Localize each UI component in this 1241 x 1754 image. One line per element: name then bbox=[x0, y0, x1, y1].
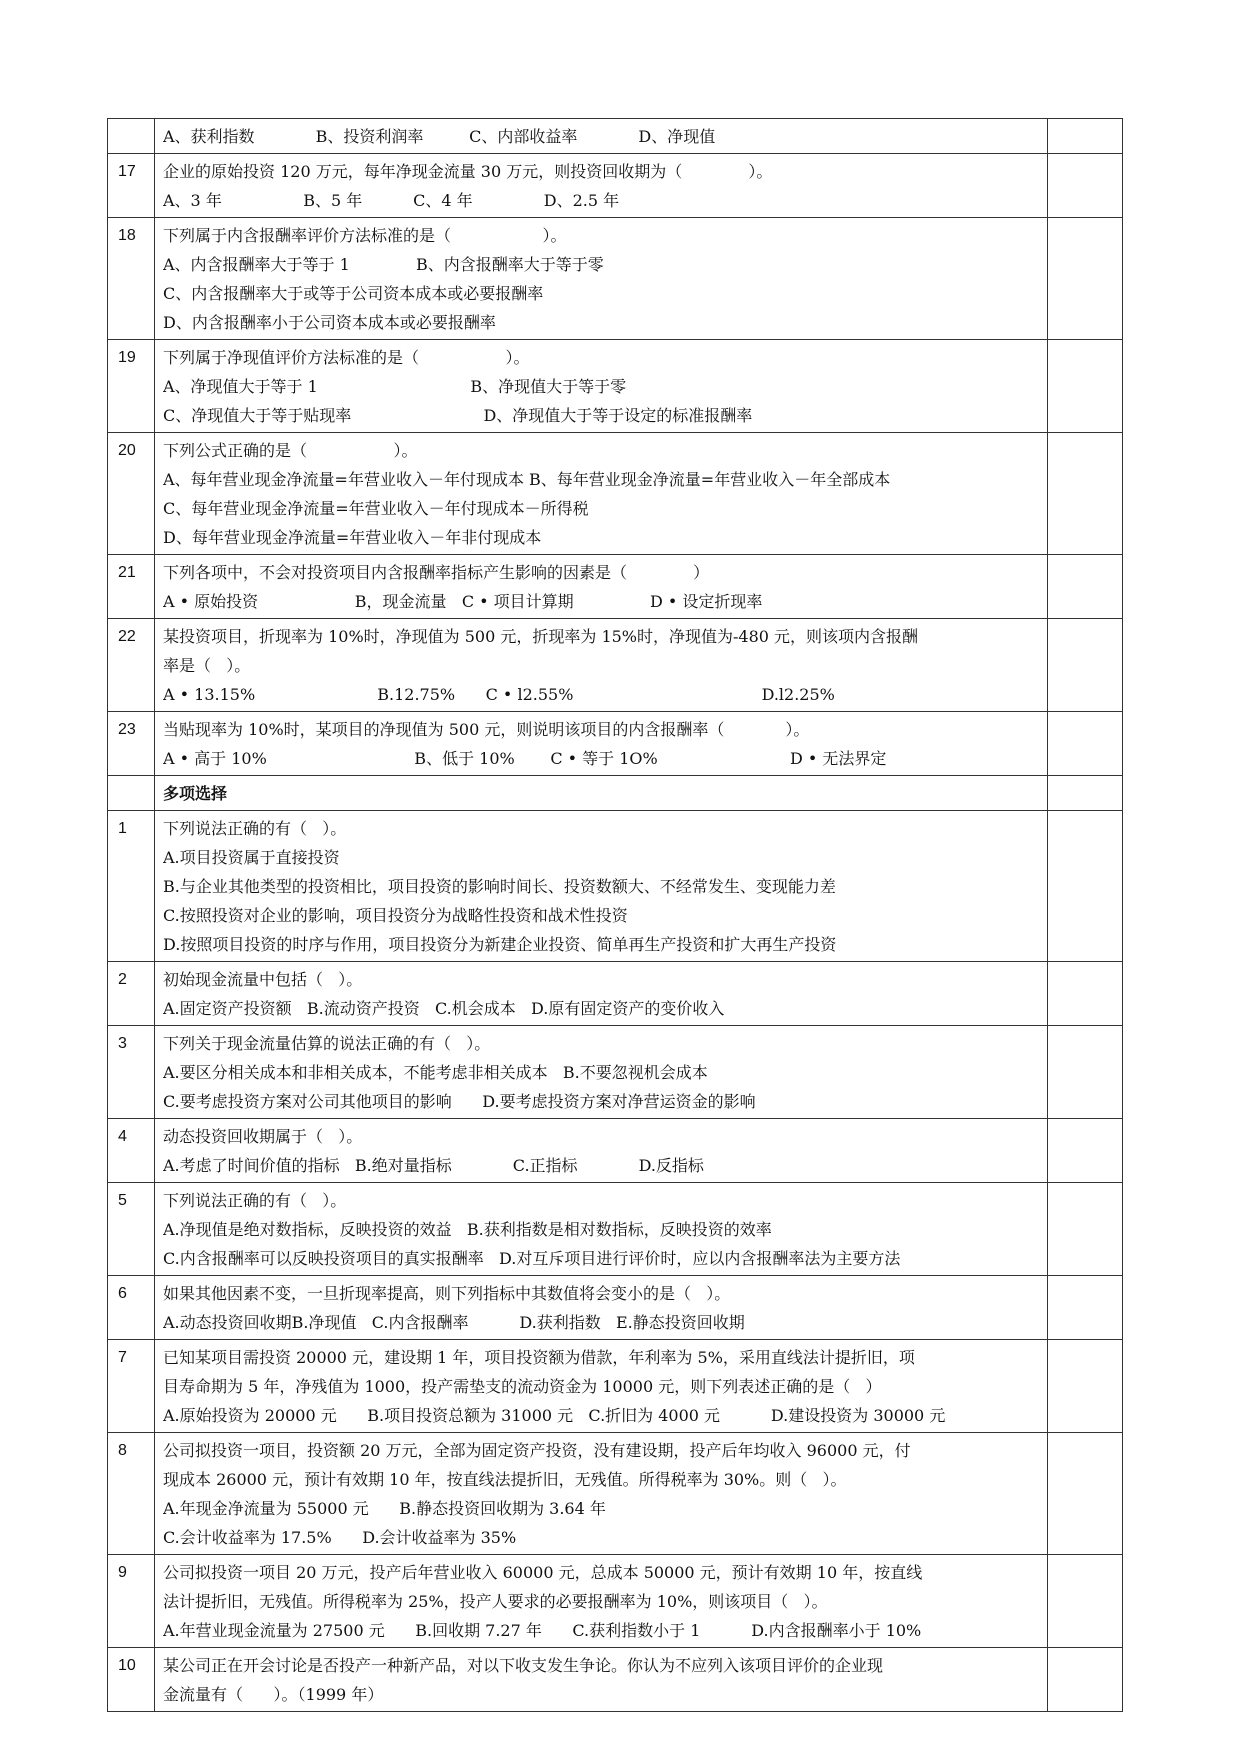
question-content bbox=[155, 119, 1048, 154]
question-line: 下列说法正确的有（ ）。 bbox=[163, 819, 347, 838]
question-line: A、获利指数 B、投资利润率 C、内部收益率 D、净现值 bbox=[163, 127, 716, 146]
question-content bbox=[155, 218, 1048, 340]
question-line: C.内含报酬率可以反映投资项目的真实报酬率 D.对互斥项目进行评价时，应以内含报酬率法为主要方法 bbox=[163, 1249, 901, 1268]
question-row bbox=[108, 1026, 1123, 1119]
question-line: A、3 年 B、5 年 C、4 年 D、2.5 年 bbox=[163, 191, 620, 210]
question-line: D.按照项目投资的时序与作用，项目投资分为新建企业投资、简单再生产投资和扩大再生产投资 bbox=[163, 935, 837, 954]
question-content bbox=[155, 1119, 1048, 1183]
question-line: C.要考虑投资方案对公司其他项目的影响 D.要考虑投资方案对净营运资金的影响 bbox=[163, 1092, 756, 1111]
question-line: 下列说法正确的有（ ）。 bbox=[163, 1191, 347, 1210]
question-number: 4 bbox=[108, 1119, 155, 1183]
question-row bbox=[108, 619, 1123, 712]
section-title: 多项选择 bbox=[163, 784, 228, 803]
answer-cell bbox=[1048, 154, 1123, 218]
question-line: A.动态投资回收期B.净现值 C.内含报酬率 D.获利指数 E.静态投资回收期 bbox=[163, 1313, 745, 1332]
question-line: 现成本 26000 元，预计有效期 10 年，按直线法提折旧，无残值。所得税率为 30%。则（ ）。 bbox=[163, 1470, 847, 1489]
question-row bbox=[108, 811, 1123, 962]
question-number: 2 bbox=[108, 962, 155, 1026]
answer-cell bbox=[1048, 1433, 1123, 1555]
question-row bbox=[108, 1433, 1123, 1555]
question-line: 率是（ ）。 bbox=[163, 656, 251, 675]
question-line: A • 原始投资 B，现金流量 C • 项目计算期 D • 设定折现率 bbox=[163, 592, 763, 611]
question-line: 某公司正在开会讨论是否投产一种新产品，对以下收支发生争论。你认为不应列入该项目评价的企业现 bbox=[163, 1656, 884, 1675]
question-line: 下列属于内含报酬率评价方法标准的是（ ）。 bbox=[163, 226, 567, 245]
answer-cell bbox=[1048, 1119, 1123, 1183]
question-row bbox=[108, 962, 1123, 1026]
question-number: 22 bbox=[108, 619, 155, 712]
question-line: 金流量有（ ）。（1999 年） bbox=[163, 1685, 384, 1704]
question-line: 公司拟投资一项目，投资额 20 万元，全部为固定资产投资，没有建设期，投产后年均收入 96000 元，付 bbox=[163, 1441, 911, 1460]
question-line: C、内含报酬率大于或等于公司资本成本或必要报酬率 bbox=[163, 284, 544, 303]
question-content bbox=[155, 1026, 1048, 1119]
question-line: 已知某项目需投资 20000 元，建设期 1 年，项目投资额为借款，年利率为 5%，采用直线法计提折旧，项 bbox=[163, 1348, 915, 1367]
question-number: 21 bbox=[108, 555, 155, 619]
question-number: 19 bbox=[108, 340, 155, 433]
question-number: 3 bbox=[108, 1026, 155, 1119]
answer-cell bbox=[1048, 218, 1123, 340]
question-content bbox=[155, 619, 1048, 712]
question-content bbox=[155, 1183, 1048, 1276]
question-line: D、每年营业现金净流量=年营业收入－年非付现成本 bbox=[163, 528, 542, 547]
question-line: A.固定资产投资额 B.流动资产投资 C.机会成本 D.原有固定资产的变价收入 bbox=[163, 999, 725, 1018]
question-number: 5 bbox=[108, 1183, 155, 1276]
question-row bbox=[108, 154, 1123, 218]
question-row bbox=[108, 1555, 1123, 1648]
question-row bbox=[108, 1183, 1123, 1276]
question-content bbox=[155, 1648, 1048, 1712]
question-content bbox=[155, 1433, 1048, 1555]
question-number: 1 bbox=[108, 811, 155, 962]
answer-cell bbox=[1048, 619, 1123, 712]
question-row bbox=[108, 555, 1123, 619]
question-row bbox=[108, 119, 1123, 154]
section-row bbox=[108, 776, 1123, 811]
question-content bbox=[155, 433, 1048, 555]
question-line: 下列属于净现值评价方法标准的是（ ）。 bbox=[163, 348, 530, 367]
question-content bbox=[155, 712, 1048, 776]
question-row bbox=[108, 1119, 1123, 1183]
question-content bbox=[155, 1340, 1048, 1433]
question-line: A.项目投资属于直接投资 bbox=[163, 848, 340, 867]
question-line: 如果其他因素不变，一旦折现率提高，则下列指标中其数值将会变小的是（ ）。 bbox=[163, 1284, 731, 1303]
question-line: 公司拟投资一项目 20 万元，投产后年营业收入 60000 元，总成本 50000 元，预计有效期 10 年，按直线 bbox=[163, 1563, 923, 1582]
question-row bbox=[108, 1276, 1123, 1340]
question-line: 下列公式正确的是（ ）。 bbox=[163, 441, 418, 460]
question-line: C.会计收益率为 17.5% D.会计收益率为 35% bbox=[163, 1528, 517, 1547]
question-number: 17 bbox=[108, 154, 155, 218]
question-number: 9 bbox=[108, 1555, 155, 1648]
question-line: 法计提折旧，无残值。所得税率为 25%，投产人要求的必要报酬率为 10%，则该项目（ ）。 bbox=[163, 1592, 828, 1611]
question-number: 18 bbox=[108, 218, 155, 340]
question-line: 某投资项目，折现率为 10%时，净现值为 500 元，折现率为 15%时，净现值为-480 元，则该项内含报酬 bbox=[163, 627, 919, 646]
question-line: 企业的原始投资 120 万元，每年净现金流量 30 万元，则投资回收期为（ ）。 bbox=[163, 162, 773, 181]
answer-cell bbox=[1048, 962, 1123, 1026]
question-line: A.净现值是绝对数指标，反映投资的效益 B.获利指数是相对数指标，反映投资的效率 bbox=[163, 1220, 772, 1239]
question-line: A • 13.15% B.12.75% C • l2.55% D.l2.25% bbox=[163, 685, 835, 704]
question-number: 20 bbox=[108, 433, 155, 555]
answer-cell bbox=[1048, 811, 1123, 962]
question-number: 10 bbox=[108, 1648, 155, 1712]
question-row bbox=[108, 433, 1123, 555]
answer-cell bbox=[1048, 1026, 1123, 1119]
answer-cell bbox=[1048, 1276, 1123, 1340]
answer-cell bbox=[1048, 340, 1123, 433]
question-number: 8 bbox=[108, 1433, 155, 1555]
answer-cell bbox=[1048, 433, 1123, 555]
question-line: 目寿命期为 5 年，净残值为 1000，投产需垫支的流动资金为 10000 元，则下列表述正确的是（ ） bbox=[163, 1377, 882, 1396]
question-line: 下列关于现金流量估算的说法正确的有（ ）。 bbox=[163, 1034, 491, 1053]
question-row bbox=[108, 1648, 1123, 1712]
section-number bbox=[108, 776, 155, 811]
answer-cell bbox=[1048, 1648, 1123, 1712]
question-line: A • 高于 10% B、低于 10% C • 等于 1O% D • 无法界定 bbox=[163, 749, 887, 768]
answer-cell bbox=[1048, 1555, 1123, 1648]
question-number bbox=[108, 119, 155, 154]
question-line: 下列各项中，不会对投资项目内含报酬率指标产生影响的因素是（ ） bbox=[163, 563, 710, 582]
question-line: A.年营业现金流量为 27500 元 B.回收期 7.27 年 C.获利指数小于 1 D.内含报酬率小于 10% bbox=[163, 1621, 922, 1640]
question-line: A、净现值大于等于 1 B、净现值大于等于零 bbox=[163, 377, 627, 396]
question-line: D、内含报酬率小于公司资本成本或必要报酬率 bbox=[163, 313, 496, 332]
answer-cell bbox=[1048, 1183, 1123, 1276]
question-number: 23 bbox=[108, 712, 155, 776]
question-line: A.考虑了时间价值的指标 B.绝对量指标 C.正指标 D.反指标 bbox=[163, 1156, 704, 1175]
question-table bbox=[107, 118, 1123, 1712]
answer-cell bbox=[1048, 776, 1123, 811]
question-row bbox=[108, 1340, 1123, 1433]
question-line: A、每年营业现金净流量=年营业收入－年付现成本 B、每年营业现金净流量=年营业收入－年全部成本 bbox=[163, 470, 891, 489]
answer-cell bbox=[1048, 555, 1123, 619]
answer-cell bbox=[1048, 1340, 1123, 1433]
question-number: 6 bbox=[108, 1276, 155, 1340]
question-line: C.按照投资对企业的影响，项目投资分为战略性投资和战术性投资 bbox=[163, 906, 628, 925]
question-content bbox=[155, 154, 1048, 218]
question-content bbox=[155, 340, 1048, 433]
question-content bbox=[155, 555, 1048, 619]
question-content bbox=[155, 1555, 1048, 1648]
question-content bbox=[155, 1276, 1048, 1340]
question-row bbox=[108, 218, 1123, 340]
question-line: C、净现值大于等于贴现率 D、净现值大于等于设定的标准报酬率 bbox=[163, 406, 753, 425]
question-number: 7 bbox=[108, 1340, 155, 1433]
question-content bbox=[155, 962, 1048, 1026]
answer-cell bbox=[1048, 119, 1123, 154]
question-content bbox=[155, 811, 1048, 962]
question-line: A、内含报酬率大于等于 1 B、内含报酬率大于等于零 bbox=[163, 255, 604, 274]
section-cell bbox=[155, 776, 1048, 811]
question-line: A.原始投资为 20000 元 B.项目投资总额为 31000 元 C.折旧为 4000 元 D.建设投资为 30000 元 bbox=[163, 1406, 946, 1425]
question-line: A.年现金净流量为 55000 元 B.静态投资回收期为 3.64 年 bbox=[163, 1499, 606, 1518]
question-line: 初始现金流量中包括（ ）。 bbox=[163, 970, 363, 989]
question-row bbox=[108, 712, 1123, 776]
question-line: 动态投资回收期属于（ ）。 bbox=[163, 1127, 363, 1146]
question-row bbox=[108, 340, 1123, 433]
answer-cell bbox=[1048, 712, 1123, 776]
question-line: 当贴现率为 10%时，某项目的净现值为 500 元，则说明该项目的内含报酬率（ ）。 bbox=[163, 720, 810, 739]
question-line: C、每年营业现金净流量=年营业收入－年付现成本－所得税 bbox=[163, 499, 589, 518]
question-table-body bbox=[108, 119, 1123, 1712]
question-line: B.与企业其他类型的投资相比，项目投资的影响时间长、投资数额大、不经常发生、变现能力差 bbox=[163, 877, 836, 896]
question-line: A.要区分相关成本和非相关成本，不能考虑非相关成本 B.不要忽视机会成本 bbox=[163, 1063, 708, 1082]
